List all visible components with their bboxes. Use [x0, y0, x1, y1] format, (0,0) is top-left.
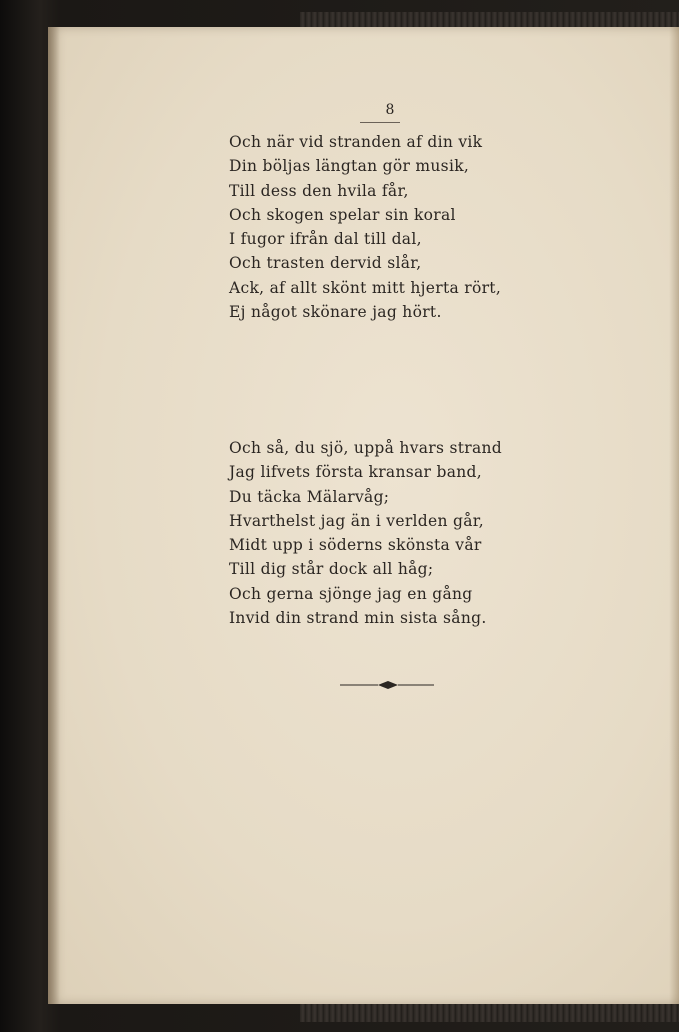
- book-page: [48, 27, 679, 1004]
- page-right-edge: [669, 27, 679, 1004]
- page-number: 8: [385, 102, 395, 118]
- diamond-dash-ornament-icon: [338, 678, 438, 692]
- verse-line: Midt upp i söderns skönsta vår: [229, 536, 482, 555]
- verse-line: Din böljas längtan gör musik,: [229, 157, 470, 176]
- verse-line: Du täcka Mälarvåg;: [229, 487, 390, 506]
- verse-line: Och skogen spelar sin koral: [229, 205, 456, 224]
- verse-line: Och när vid stranden af din vik: [229, 133, 483, 151]
- verse-line: Till dess den hvila får,: [229, 181, 409, 200]
- verse-line: Ack, af allt skönt mitt hjerta rört,: [229, 278, 502, 297]
- page-number-rule: [360, 122, 400, 123]
- verse-line: Invid din strand min sista sång.: [229, 609, 487, 628]
- stanza-1: [229, 130, 501, 324]
- verse-line: I fugor ifrån dal till dal,: [229, 230, 422, 249]
- verse-line: Hvarthelst jag än i verlden går,: [229, 511, 485, 530]
- verse-line: Till dig står dock all håg;: [229, 560, 434, 579]
- stanza-2: [229, 436, 502, 630]
- verse-line: Och gerna sjönge jag en gång: [229, 584, 473, 603]
- verse-line: Jag lifvets första kransar band,: [229, 463, 482, 482]
- page-gutter-shadow: [48, 27, 60, 1004]
- page-stack-bottom-edge: [300, 1002, 679, 1022]
- verse-line: Och trasten dervid slår,: [229, 254, 422, 273]
- verse-line: Och så, du sjö, uppå hvars strand: [229, 439, 503, 457]
- verse-line: Ej något skönare jag hört.: [229, 303, 442, 322]
